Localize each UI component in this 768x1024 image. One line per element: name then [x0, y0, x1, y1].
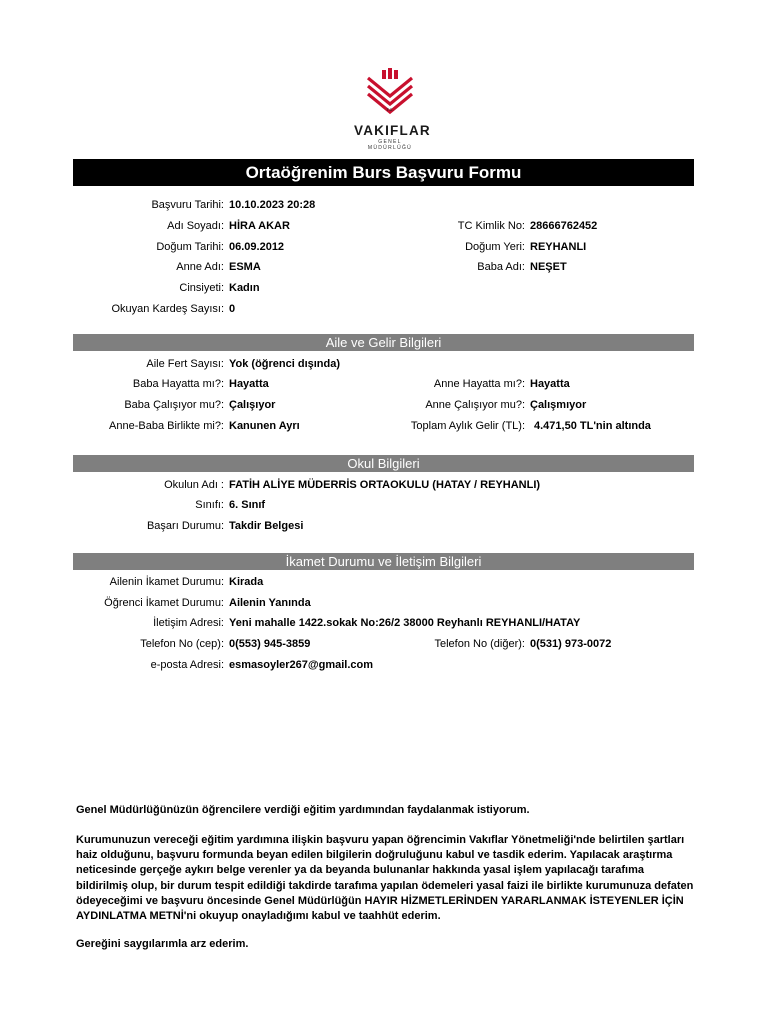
family-residence-value: Kirada: [229, 576, 264, 588]
phone-other-value: 0(531) 973-0072: [530, 638, 612, 650]
success-value: Takdir Belgesi: [229, 520, 304, 532]
siblings-label: Okuyan Kardeş Sayısı:: [111, 303, 224, 315]
student-residence-label: Öğrenci İkamet Durumu:: [104, 597, 224, 609]
logo-tc: T.C.: [386, 107, 394, 112]
mother-name-value: ESMA: [229, 261, 261, 273]
phone-other-label: Telefon No (diğer):: [434, 638, 525, 650]
parents-together-label: Anne-Baba Birlikte mi?:: [109, 420, 224, 432]
phone-mobile-value: 0(553) 945-3859: [229, 638, 311, 650]
email-label: e-posta Adresi:: [150, 659, 224, 671]
logo-subtitle: GENEL MÜDÜRLÜĞÜ: [367, 139, 413, 151]
birth-place-label: Doğum Yeri:: [465, 241, 525, 253]
father-working-label: Baba Çalışıyor mu?:: [124, 399, 224, 411]
mother-working-value: Çalışmıyor: [530, 399, 587, 411]
vakiflar-logo: [354, 68, 431, 158]
vakiflar-emblem-icon: [360, 68, 420, 120]
mother-name-label: Anne Adı:: [176, 261, 224, 273]
family-section-title: Aile ve Gelir Bilgileri: [73, 334, 694, 351]
tc-no-label: TC Kimlik No:: [457, 220, 525, 232]
full-name-label: Adı Soyadı:: [167, 220, 224, 232]
school-section-title: Okul Bilgileri: [73, 455, 694, 472]
declaration-body: Kurumunuzun vereceği eğitim yardımına ilişkin başvuru yapan öğrencimin Vakıflar Yönetmeliği'nde belirtilen şartları haiz olduğunu, başvuru formunda beyan edilen bilgilerin doğruluğunu kabul ve tasdik ederim. Yapılacak araştırma neticesinde gerçeğe aykırı belge verenler ya da beyanda bulunanlar hakkında yasal işlem yapılacağı tarafıma bildirilmiş olup, bir durum tespit edildiği takdirde tarafıma yapılan ödemeleri yasal faizi ile birlikte kurumunuza defaten ödeyeceğimi ve başvuru öncesinde Genel Müdürlüğün HAYIR HİZMETLERİNDEN YARARLANMAK İSTEYENLER İÇİN AYDINLATMA METNİ'ni okuyup onayladığımı kabul ve taahhüt ederim.: [76, 834, 694, 923]
birth-date-label: Doğum Tarihi:: [156, 241, 224, 253]
success-label: Başarı Durumu:: [146, 520, 224, 532]
logo-brand: VAKIFLAR: [354, 123, 431, 138]
parents-together-value: Kanunen Ayrı: [229, 420, 300, 432]
birth-place-value: REYHANLI: [530, 241, 587, 253]
address-label: İletişim Adresi:: [153, 617, 224, 629]
phone-mobile-label: Telefon No (cep):: [140, 638, 224, 650]
tc-no-value: 28666762452: [530, 220, 598, 232]
student-residence-value: Ailenin Yanında: [229, 597, 311, 609]
family-residence-label: Ailenin İkamet Durumu:: [109, 576, 224, 588]
residence-section-title: İkamet Durumu ve İletişim Bilgileri: [73, 553, 694, 570]
family-members-label: Aile Fert Sayısı:: [146, 358, 224, 370]
grade-label: Sınıfı:: [195, 499, 224, 511]
mother-alive-value: Hayatta: [530, 378, 570, 390]
school-name-value: FATİH ALİYE MÜDERRİS ORTAOKULU (HATAY / REYHANLI): [229, 479, 541, 491]
gender-value: Kadın: [229, 282, 260, 294]
family-members-value: Yok (öğrenci dışında): [229, 358, 341, 370]
mother-alive-label: Anne Hayatta mı?:: [433, 378, 525, 390]
email-value: esmasoyler267@gmail.com: [229, 659, 374, 671]
monthly-income-value: 4.471,50 TL'nin altında: [534, 420, 651, 432]
father-alive-label: Baba Hayatta mı?:: [132, 378, 224, 390]
full-name-value: HİRA AKAR: [229, 220, 290, 232]
gender-label: Cinsiyeti:: [179, 282, 224, 294]
father-name-label: Baba Adı:: [477, 261, 525, 273]
application-date-value: 10.10.2023 20:28: [229, 199, 316, 211]
address-value: Yeni mahalle 1422.sokak No:26/2 38000 Reyhanlı REYHANLI/HATAY: [229, 617, 581, 629]
form-title: Ortaöğrenim Burs Başvuru Formu: [73, 159, 694, 186]
siblings-value: 0: [229, 303, 236, 315]
declaration-closing: Gereğini saygılarımla arz ederim.: [76, 938, 249, 950]
father-alive-value: Hayatta: [229, 378, 269, 390]
declaration-intro: Genel Müdürlüğünüzün öğrencilere verdiği eğitim yardımından faydalanmak istiyorum.: [76, 804, 530, 816]
monthly-income-label: Toplam Aylık Gelir (TL):: [410, 420, 525, 432]
application-date-label: Başvuru Tarihi:: [151, 199, 224, 211]
mother-working-label: Anne Çalışıyor mu?:: [425, 399, 525, 411]
birth-date-value: 06.09.2012: [229, 241, 285, 253]
father-working-value: Çalışıyor: [229, 399, 276, 411]
father-name-value: NEŞET: [530, 261, 567, 273]
grade-value: 6. Sınıf: [229, 499, 266, 511]
school-name-label: Okulun Adı :: [164, 479, 224, 491]
